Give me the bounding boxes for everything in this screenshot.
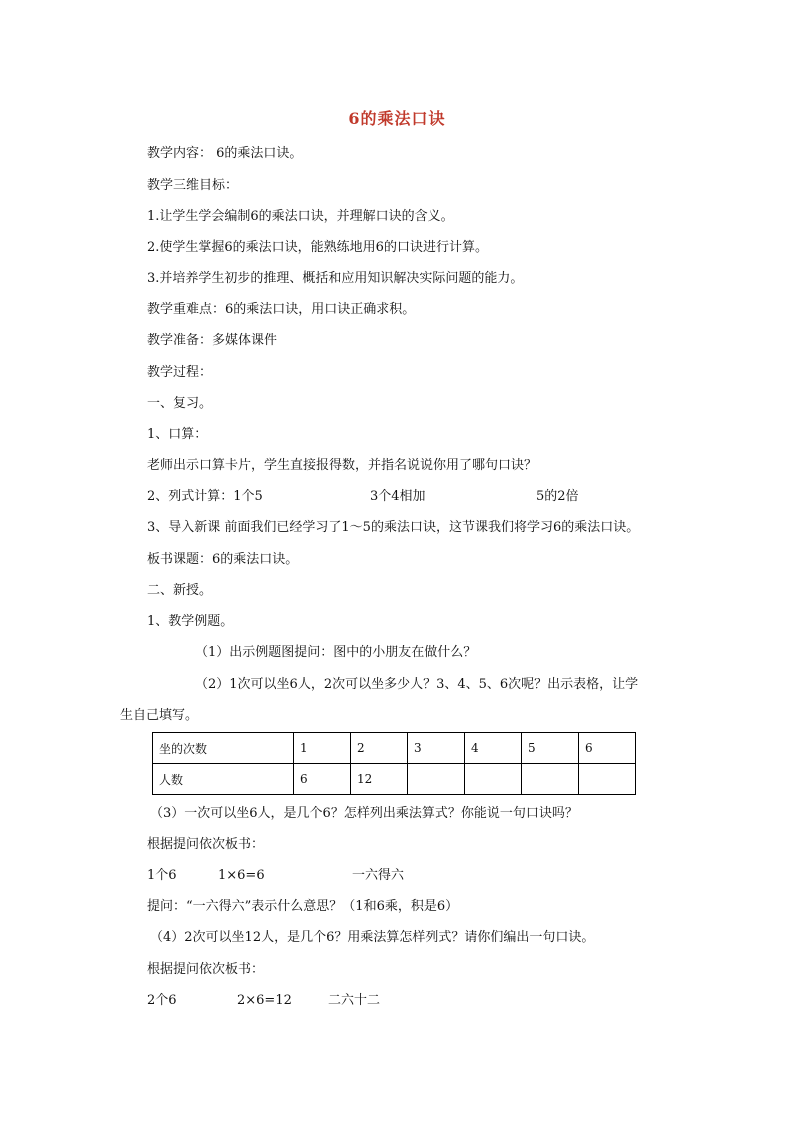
table-cell: 1 [294,733,351,764]
table-cell: 坐的次数 [153,733,294,764]
review-heading: 一、复习。 [147,396,213,411]
question-1: （1）出示例题图提问：图中的小朋友在做什么？ [195,645,477,660]
table-cell: 6 [294,764,351,795]
key-points: 教学重难点：6的乘法口诀，用口诀正确求积。 [147,302,416,317]
seating-table [152,732,636,795]
equation-expression: 1×6=6 [218,868,265,883]
equation-mnemonic: 二六十二 [328,993,381,1008]
table-cell: 3 [408,733,465,764]
table-cell [579,764,636,795]
equation-count: 2个6 [147,993,177,1008]
table-cell: 4 [465,733,522,764]
question-4: （4）2次可以坐12人，是几个6？用乘法算怎样列式？请你们编出一句口诀。 [150,930,595,945]
calc-label: 2、列式计算：1个5 [147,489,263,504]
calc-row [147,489,579,505]
example-heading: 1、教学例题。 [147,614,234,629]
question-3: （3）一次可以坐6人，是几个6？怎样列出乘法算式？你能说一句口诀吗？ [150,806,578,821]
calc-item-c: 5的2倍 [536,489,579,504]
board-topic: 板书课题：6的乘法口诀。 [147,552,299,567]
equation-expression: 2×6=12 [237,993,292,1008]
question-2-line-1: （2）1次可以坐6人，2次可以坐多少人？3、4、5、6次呢？出示表格，让学 [195,677,639,692]
equation-mnemonic: 一六得六 [352,868,405,883]
goals-heading: 教学三维目标： [147,178,239,193]
page-title: 6的乘法口诀 [348,109,446,128]
table-row [153,733,636,764]
equation-row-2 [147,993,381,1009]
equation-row-1 [147,868,405,884]
process-heading: 教学过程： [147,365,213,380]
table-cell: 2 [351,733,408,764]
new-heading: 二、新授。 [147,583,213,598]
goal-1: 1.让学生学会编制6的乘法口诀，并理解口诀的含义。 [147,209,454,224]
table-cell [522,764,579,795]
teaching-content: 教学内容： 6的乘法口诀。 [147,146,303,161]
intro-line: 3、导入新课 前面我们已经学习了1～5的乘法口诀，这节课我们将学习6的乘法口诀。 [147,520,640,535]
table-cell: 人数 [153,764,294,795]
question-2-line-2: 生自己填写。 [120,708,199,723]
table-cell: 12 [351,764,408,795]
oral-heading: 1、口算： [147,427,208,442]
table-cell [465,764,522,795]
equation-count: 1个6 [147,868,177,883]
calc-item-b: 3个4相加 [370,489,426,504]
table-cell [408,764,465,795]
table-cell: 5 [522,733,579,764]
ask-line: 提问：“一六得六”表示什么意思？（1和6乘，积是6） [147,899,459,914]
board-heading-2: 根据提问依次板书： [147,962,265,977]
goal-2: 2.使学生掌握6的乘法口诀，能熟练地用6的口诀进行计算。 [147,240,488,255]
goal-3: 3.并培养学生初步的推理、概括和应用知识解决实际问题的能力。 [147,271,524,286]
oral-description: 老师出示口算卡片，学生直接报得数，并指名说说你用了哪句口诀？ [147,458,538,473]
teaching-prep: 教学准备：多媒体课件 [147,333,278,348]
board-heading-1: 根据提问依次板书： [147,837,265,852]
table-row [153,764,636,795]
table-cell: 6 [579,733,636,764]
